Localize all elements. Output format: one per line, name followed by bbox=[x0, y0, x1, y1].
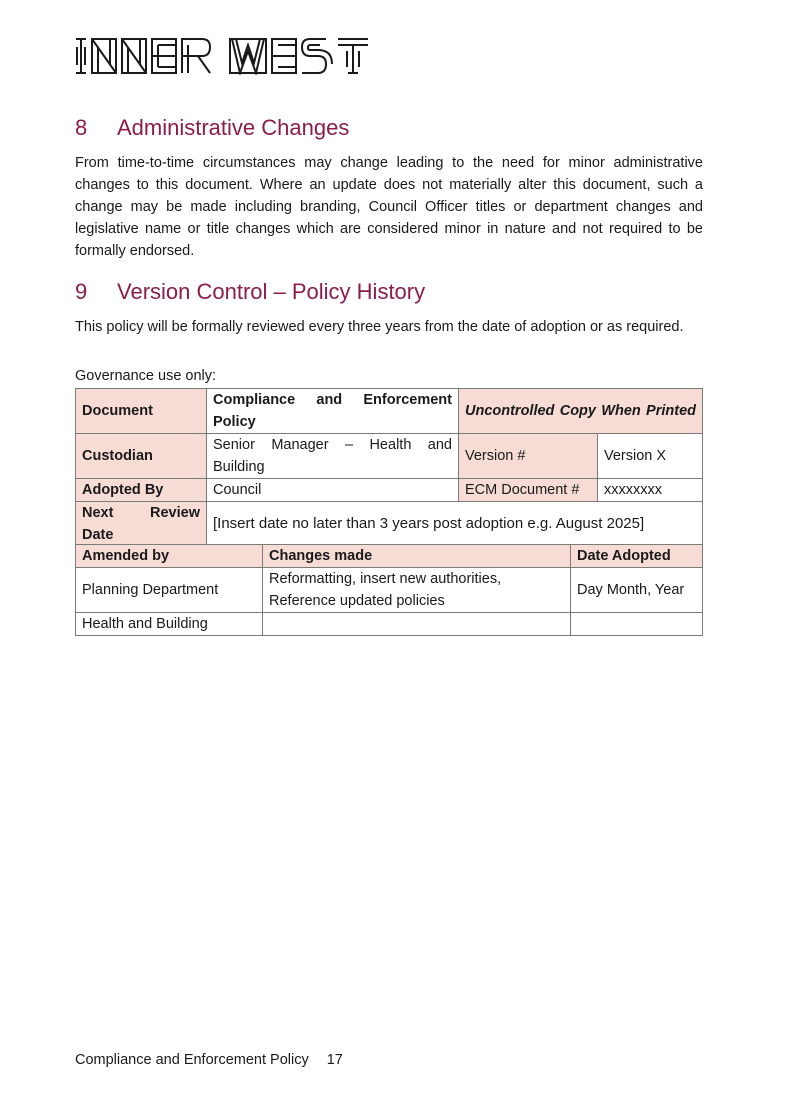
section-9-heading bbox=[75, 279, 425, 305]
page-number: 17 bbox=[326, 1052, 343, 1068]
document-value: Compliance and Enforcement Policy bbox=[207, 389, 459, 434]
section-number: 8 bbox=[75, 115, 88, 140]
section-number: 9 bbox=[75, 279, 88, 304]
table-cell: Health and Building bbox=[76, 613, 263, 636]
section-title: Version Control – Policy History bbox=[117, 279, 426, 304]
footer-title: Compliance and Enforcement Policy bbox=[75, 1052, 309, 1068]
adopted-by-label: Adopted By bbox=[76, 479, 207, 502]
column-header: Changes made bbox=[263, 545, 571, 568]
table-cell: Planning Department bbox=[76, 568, 263, 613]
amendment-history-table bbox=[75, 544, 703, 636]
table-row bbox=[76, 613, 703, 636]
table-cell: Reformatting, insert new authorities, Reference updated policies bbox=[263, 568, 571, 613]
section-title: Administrative Changes bbox=[117, 115, 350, 140]
uncontrolled-copy-notice: Uncontrolled Copy When Printed bbox=[459, 389, 703, 434]
ecm-document-value: xxxxxxxx bbox=[598, 479, 703, 502]
ecm-document-label: ECM Document # bbox=[459, 479, 598, 502]
column-header: Date Adopted bbox=[571, 545, 703, 568]
table-cell: Day Month, Year bbox=[571, 568, 703, 613]
next-review-date-label: Next Review Date bbox=[76, 502, 207, 547]
next-review-date-value: [Insert date no later than 3 years post adoption e.g. August 2025] bbox=[207, 502, 703, 547]
adopted-by-value: Council bbox=[207, 479, 459, 502]
governance-table bbox=[75, 388, 703, 547]
custodian-value: Senior Manager – Health and Building bbox=[207, 434, 459, 479]
section-8-body: From time-to-time circumstances may change leading to the need for minor administrative changes to this document. Where an update does not materially alter this document, such a change may be made including branding, Council Officer titles or department changes and legislative name or title changes which are considered minor in nature and not required to be formally endorsed. bbox=[75, 155, 703, 259]
section-8-heading bbox=[75, 115, 349, 141]
version-value: Version X bbox=[598, 434, 703, 479]
table-cell bbox=[263, 613, 571, 636]
inner-west-logo bbox=[74, 37, 370, 75]
governance-label: Governance use only: bbox=[75, 368, 217, 384]
custodian-label: Custodian bbox=[76, 434, 207, 479]
table-cell bbox=[571, 613, 703, 636]
table-row bbox=[76, 568, 703, 613]
version-label: Version # bbox=[459, 434, 598, 479]
section-9-body: This policy will be formally reviewed every three years from the date of adoption or as required. bbox=[75, 319, 684, 335]
document-label: Document bbox=[76, 389, 207, 434]
column-header: Amended by bbox=[76, 545, 263, 568]
page-footer bbox=[75, 1052, 343, 1068]
